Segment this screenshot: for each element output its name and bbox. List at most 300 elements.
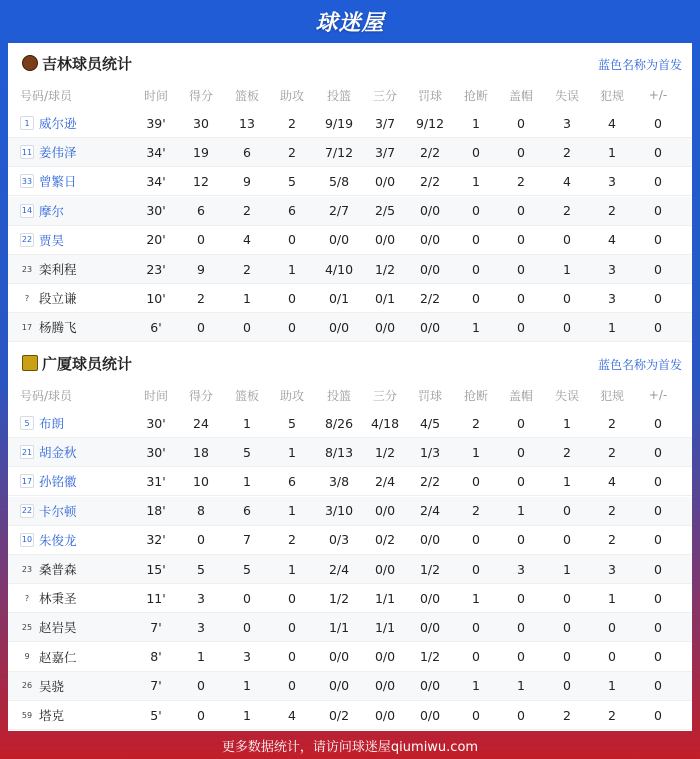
player-name[interactable]: 姜伟泽	[39, 145, 77, 161]
stat-cell: 0	[654, 261, 662, 277]
stat-cell: 0	[472, 707, 480, 723]
stat-cell: 1/1	[374, 619, 396, 635]
stat-cell: 30'	[146, 444, 166, 460]
stat-cell: 0	[288, 232, 296, 248]
stat-cell: 10	[193, 473, 209, 489]
stat-cell: 2	[563, 203, 571, 219]
jersey-number: 25	[21, 622, 33, 632]
stat-cell: 1/1	[328, 619, 350, 635]
footer-banner[interactable]	[0, 731, 700, 759]
stat-cell: 1	[472, 115, 480, 131]
player-row[interactable]	[8, 672, 692, 701]
player-row[interactable]	[8, 497, 692, 526]
column-header: 号码/球员	[20, 88, 73, 103]
player-name[interactable]: 吴骁	[39, 678, 65, 694]
stat-cell: 0	[517, 532, 525, 548]
stat-cell: 2/7	[328, 203, 350, 219]
stat-cell: 1/2	[419, 561, 441, 577]
stat-cell: 0	[563, 290, 571, 306]
stat-cell: 3	[197, 590, 205, 606]
player-row[interactable]	[8, 109, 692, 138]
stat-cell: 0	[472, 561, 480, 577]
stat-cell: 4	[608, 232, 616, 248]
stat-cell: 2	[472, 415, 480, 431]
stat-cell: 0/0	[374, 503, 396, 519]
stat-cell: 0	[654, 678, 662, 694]
stat-cell: 4	[563, 173, 571, 189]
stat-cell: 0	[654, 203, 662, 219]
stat-cell: 0	[654, 532, 662, 548]
stat-cell: 0	[654, 444, 662, 460]
stat-cell: 5	[288, 173, 296, 189]
stat-cell: 0	[517, 290, 525, 306]
stat-cell: 0/0	[374, 561, 396, 577]
player-row[interactable]	[8, 643, 692, 672]
stat-cell: 34'	[146, 173, 166, 189]
player-name[interactable]: 贾昊	[39, 232, 65, 248]
stat-cell: 1	[608, 144, 616, 160]
stat-cell: 8/26	[324, 415, 354, 431]
stat-cell: 3	[608, 173, 616, 189]
column-header: 盖帽	[508, 88, 533, 103]
stat-cell: 1	[563, 261, 571, 277]
stat-cell: 0	[517, 707, 525, 723]
stat-cell: 12	[193, 173, 209, 189]
starter-note: 蓝色名称为首发	[597, 358, 682, 372]
stat-cell: 5'	[150, 707, 162, 723]
stat-cell: 1	[288, 561, 296, 577]
stat-cell: 23'	[146, 261, 166, 277]
stat-cell: 2	[608, 203, 616, 219]
jersey-number: 14	[20, 204, 34, 218]
stat-cell: 0	[517, 261, 525, 277]
player-row[interactable]	[8, 197, 692, 226]
stat-cell: 0/1	[328, 290, 350, 306]
stat-cell: 0	[288, 649, 296, 665]
stat-cell: 0/0	[374, 649, 396, 665]
stat-cell: 0	[472, 473, 480, 489]
column-header: 盖帽	[508, 388, 533, 403]
stat-cell: 0/2	[374, 532, 396, 548]
stat-cell: 0	[654, 707, 662, 723]
stat-cell: 0/0	[374, 678, 396, 694]
stats-panel	[8, 43, 692, 731]
stat-cell: 9/19	[324, 115, 354, 131]
stat-cell: 0	[472, 290, 480, 306]
player-row[interactable]	[8, 584, 692, 613]
stat-cell: 1	[563, 473, 571, 489]
stat-cell: 3	[563, 115, 571, 131]
stat-cell: 0/0	[419, 590, 441, 606]
stat-cell: 0	[517, 232, 525, 248]
stat-cell: 1	[472, 678, 480, 694]
player-row[interactable]	[8, 467, 692, 496]
player-name[interactable]: 段立谦	[39, 291, 77, 307]
player-name[interactable]: 桑普森	[39, 562, 77, 577]
stat-cell: 0	[563, 503, 571, 519]
stat-cell: 1	[563, 561, 571, 577]
stat-cell: 2	[243, 261, 251, 277]
stat-cell: 0	[654, 319, 662, 335]
stat-cell: 2	[197, 290, 205, 306]
stat-cell: 18	[193, 444, 209, 460]
stat-cell: 15'	[146, 561, 166, 577]
stat-cell: 0	[654, 115, 662, 131]
stat-cell: 2/4	[419, 503, 441, 519]
stat-cell: 1	[243, 473, 251, 489]
jersey-number: 5	[20, 416, 34, 430]
stat-cell: 32'	[146, 532, 166, 548]
stat-cell: 2	[472, 503, 480, 519]
stat-cell: 1/2	[374, 261, 396, 277]
stat-cell: 0	[654, 619, 662, 635]
jersey-number: 33	[20, 174, 34, 188]
stat-cell: 0/0	[328, 649, 350, 665]
team-section-header	[8, 43, 692, 83]
column-header: 抢断	[463, 88, 488, 103]
stat-cell: 0	[654, 503, 662, 519]
stat-cell: 0	[563, 532, 571, 548]
stat-cell: 6	[288, 473, 296, 489]
stat-cell: 0/0	[328, 319, 350, 335]
stat-cell: 0	[654, 290, 662, 306]
stat-cell: 30'	[146, 203, 166, 219]
stat-cell: 0/0	[328, 232, 350, 248]
stat-cell: 0	[654, 561, 662, 577]
stat-cell: 2/2	[419, 144, 441, 160]
stat-cell: 2/2	[419, 173, 441, 189]
stat-cell: 2/4	[328, 561, 350, 577]
app-header	[0, 0, 700, 43]
stat-cell: 0	[654, 232, 662, 248]
player-row[interactable]	[8, 167, 692, 196]
stat-cell: 0	[654, 415, 662, 431]
player-row[interactable]	[8, 438, 692, 467]
stat-cell: 1	[288, 503, 296, 519]
jersey-number: 22	[20, 504, 34, 518]
stat-cell: 3	[608, 290, 616, 306]
player-name[interactable]: 赵岩昊	[39, 620, 77, 636]
stat-cell: 0	[517, 144, 525, 160]
stat-cell: 0	[654, 144, 662, 160]
stat-cell: 0	[288, 290, 296, 306]
stat-cell: 2	[608, 444, 616, 460]
stat-cell: 1	[472, 444, 480, 460]
stat-cell: 5	[288, 415, 296, 431]
jersey-number: 1	[20, 116, 34, 130]
player-name[interactable]: 卡尔顿	[39, 503, 77, 519]
stat-cell: 0	[563, 590, 571, 606]
column-header: 时间	[143, 88, 168, 103]
column-header: 抢断	[463, 388, 488, 403]
stat-cell: 2	[288, 532, 296, 548]
jersey-number: 21	[20, 445, 34, 459]
stat-cell: 0	[288, 319, 296, 335]
stat-cell: 8'	[150, 649, 162, 665]
stat-cell: 0	[517, 115, 525, 131]
stat-cell: 6	[243, 503, 251, 519]
stat-cell: 0	[472, 649, 480, 665]
column-header: 投篮	[326, 388, 351, 403]
player-name[interactable]: 威尔逊	[39, 116, 77, 131]
stat-cell: 1	[608, 590, 616, 606]
jersey-number: 9	[24, 652, 30, 662]
jersey-number: ?	[24, 293, 30, 303]
stat-cell: 1	[288, 261, 296, 277]
column-header: 投篮	[326, 88, 351, 103]
stat-cell: 4/5	[419, 415, 441, 431]
stat-cell: 2	[243, 203, 251, 219]
stat-cell: 0/0	[374, 707, 396, 723]
column-header: 助攻	[279, 388, 304, 403]
stat-cell: 3	[608, 561, 616, 577]
stat-cell: 0	[288, 619, 296, 635]
stat-cell: 0/0	[419, 707, 441, 723]
column-header: 时间	[143, 388, 168, 403]
player-row[interactable]	[8, 226, 692, 255]
player-row[interactable]	[8, 313, 692, 342]
stat-cell: 3/7	[374, 115, 396, 131]
player-name[interactable]: 胡金秋	[39, 445, 77, 461]
stat-cell: 1	[243, 707, 251, 723]
stat-cell: 0	[197, 319, 205, 335]
stat-cell: 9	[243, 173, 251, 189]
stat-cell: 0	[243, 590, 251, 606]
stat-cell: 11'	[146, 590, 166, 606]
stat-cell: 1	[243, 678, 251, 694]
stat-cell: 1	[608, 319, 616, 335]
stat-cell: 7'	[150, 619, 162, 635]
stat-cell: 7/12	[324, 144, 354, 160]
stat-cell: 2/2	[419, 473, 441, 489]
stat-cell: 1	[472, 590, 480, 606]
stat-cell: 3	[197, 619, 205, 635]
stat-cell: 0	[472, 232, 480, 248]
stat-cell: 5	[197, 561, 205, 577]
jersey-number: 10	[20, 533, 34, 547]
column-header: 得分	[188, 388, 213, 403]
stat-cell: 8	[197, 503, 205, 519]
stat-cell: 0	[608, 619, 616, 635]
stat-cell: 0	[517, 444, 525, 460]
player-name[interactable]: 摩尔	[39, 203, 65, 219]
stat-cell: 0	[243, 319, 251, 335]
stat-cell: 1/1	[374, 590, 396, 606]
team-section-header	[8, 343, 692, 383]
stat-cell: 8/13	[324, 444, 354, 460]
stat-cell: 2	[563, 707, 571, 723]
stat-cell: 0	[197, 707, 205, 723]
stat-cell: 5/8	[328, 173, 350, 189]
stat-cell: 18'	[146, 503, 166, 519]
team-logo-icon	[22, 55, 38, 71]
stat-cell: 0	[517, 415, 525, 431]
jersey-number: 59	[21, 710, 33, 720]
stat-cell: 2/5	[374, 203, 396, 219]
stat-cell: 2	[608, 532, 616, 548]
column-header: +/-	[648, 388, 668, 402]
stat-cell: 2	[608, 503, 616, 519]
team-title: 广厦球员统计	[42, 355, 133, 373]
stat-cell: 7	[243, 532, 251, 548]
stat-cell: 6	[243, 144, 251, 160]
column-header: 篮板	[234, 388, 259, 403]
stat-cell: 30	[193, 115, 209, 131]
stat-cell: 0	[288, 678, 296, 694]
column-header: 得分	[188, 88, 213, 103]
column-header: 助攻	[279, 88, 304, 103]
stat-cell: 24	[193, 415, 209, 431]
stat-cell: 0/2	[328, 707, 350, 723]
column-header: 篮板	[234, 88, 259, 103]
jersey-number: 17	[21, 322, 33, 332]
stat-cell: 4	[608, 473, 616, 489]
stat-cell: 0	[517, 319, 525, 335]
stat-cell: 19	[193, 144, 209, 160]
stat-cell: 0/0	[419, 203, 441, 219]
stat-cell: 0/0	[374, 319, 396, 335]
stat-cell: 0/1	[374, 290, 396, 306]
player-row[interactable]	[8, 255, 692, 284]
jersey-number: ?	[24, 593, 30, 603]
column-header-row	[8, 381, 692, 409]
player-name[interactable]: 曾繁日	[39, 174, 77, 190]
stat-cell: 3	[517, 561, 525, 577]
stat-cell: 0/0	[419, 532, 441, 548]
player-row[interactable]	[8, 701, 692, 730]
stat-cell: 0	[197, 678, 205, 694]
jersey-number: 11	[20, 145, 34, 159]
stat-cell: 1	[288, 444, 296, 460]
site-logo: 球迷屋	[315, 11, 385, 36]
column-header: 罚球	[417, 388, 442, 403]
player-name[interactable]: 塔克	[39, 708, 65, 723]
starter-note: 蓝色名称为首发	[597, 58, 682, 72]
player-row[interactable]	[8, 526, 692, 555]
footer-text: 更多数据统计，请访问球迷屋qiumiwu.com	[221, 739, 479, 755]
stat-cell: 0/0	[374, 173, 396, 189]
player-name[interactable]: 布朗	[39, 416, 65, 431]
column-header: 罚球	[417, 88, 442, 103]
stat-cell: 0/0	[374, 232, 396, 248]
jersey-number: 26	[21, 681, 33, 691]
player-name[interactable]: 朱俊龙	[39, 532, 77, 548]
stat-cell: 2	[517, 173, 525, 189]
column-header: 三分	[372, 88, 397, 103]
jersey-number: 23	[21, 264, 33, 274]
stat-cell: 1/3	[419, 444, 441, 460]
stat-cell: 0	[472, 261, 480, 277]
column-header: +/-	[648, 88, 668, 102]
jersey-number: 23	[21, 564, 33, 574]
column-header-row	[8, 81, 692, 109]
stat-cell: 0	[243, 619, 251, 635]
stat-cell: 10'	[146, 290, 166, 306]
column-header: 犯规	[599, 388, 624, 403]
stat-cell: 1	[472, 173, 480, 189]
stat-cell: 0	[517, 649, 525, 665]
stat-cell: 0/0	[419, 619, 441, 635]
stat-cell: 3	[608, 261, 616, 277]
stat-cell: 1	[563, 415, 571, 431]
stat-cell: 0/0	[419, 261, 441, 277]
stat-cell: 5	[243, 561, 251, 577]
stat-cell: 0	[517, 473, 525, 489]
stat-cell: 39'	[146, 115, 166, 131]
stat-cell: 4	[608, 115, 616, 131]
stat-cell: 1	[472, 319, 480, 335]
stat-cell: 1	[517, 678, 525, 694]
player-name[interactable]: 孙铭徽	[39, 474, 77, 490]
stat-cell: 0	[654, 473, 662, 489]
stat-cell: 3/7	[374, 144, 396, 160]
stat-cell: 20'	[146, 232, 166, 248]
player-row[interactable]	[8, 138, 692, 167]
stat-cell: 6'	[150, 319, 162, 335]
stat-cell: 3/8	[328, 473, 350, 489]
stat-cell: 2	[563, 444, 571, 460]
stat-cell: 2	[608, 415, 616, 431]
stat-cell: 0/0	[328, 678, 350, 694]
player-row[interactable]	[8, 284, 692, 313]
player-name[interactable]: 栾利程	[39, 262, 77, 277]
stat-cell: 2/2	[419, 290, 441, 306]
stat-cell: 1	[243, 415, 251, 431]
stat-cell: 4/18	[370, 415, 400, 431]
column-header: 号码/球员	[20, 388, 73, 403]
stat-cell: 0	[472, 532, 480, 548]
stat-cell: 0/3	[328, 532, 350, 548]
stat-cell: 2	[563, 144, 571, 160]
team-title: 吉林球员统计	[42, 55, 133, 73]
stat-cell: 7'	[150, 678, 162, 694]
stat-cell: 0	[563, 619, 571, 635]
stat-cell: 0	[197, 232, 205, 248]
stat-cell: 5	[243, 444, 251, 460]
player-row[interactable]	[8, 409, 692, 438]
stat-cell: 0	[197, 532, 205, 548]
player-name[interactable]: 林秉圣	[39, 591, 77, 607]
stat-cell: 0	[654, 590, 662, 606]
player-name[interactable]: 杨腾飞	[39, 320, 77, 336]
stat-cell: 3	[243, 649, 251, 665]
player-row[interactable]	[8, 613, 692, 642]
stat-cell: 0	[517, 590, 525, 606]
stat-cell: 0	[563, 649, 571, 665]
stat-cell: 0	[563, 319, 571, 335]
stat-cell: 9	[197, 261, 205, 277]
stat-cell: 3/10	[324, 503, 354, 519]
stat-cell: 0/0	[419, 232, 441, 248]
player-row[interactable]	[8, 555, 692, 584]
stat-cell: 13	[239, 115, 255, 131]
stat-cell: 0	[288, 590, 296, 606]
stat-cell: 0	[563, 232, 571, 248]
stat-cell: 0	[654, 173, 662, 189]
stat-cell: 4	[243, 232, 251, 248]
stat-cell: 9/12	[415, 115, 445, 131]
column-header: 犯规	[599, 88, 624, 103]
jersey-number: 22	[20, 233, 34, 247]
stat-cell: 0/0	[419, 678, 441, 694]
player-name[interactable]: 赵嘉仁	[39, 649, 77, 665]
stat-cell: 0	[608, 649, 616, 665]
stat-cell: 1/2	[374, 444, 396, 460]
stat-cell: 4	[288, 707, 296, 723]
column-header: 失误	[554, 388, 579, 403]
stat-cell: 1/2	[419, 649, 441, 665]
stat-cell: 34'	[146, 144, 166, 160]
